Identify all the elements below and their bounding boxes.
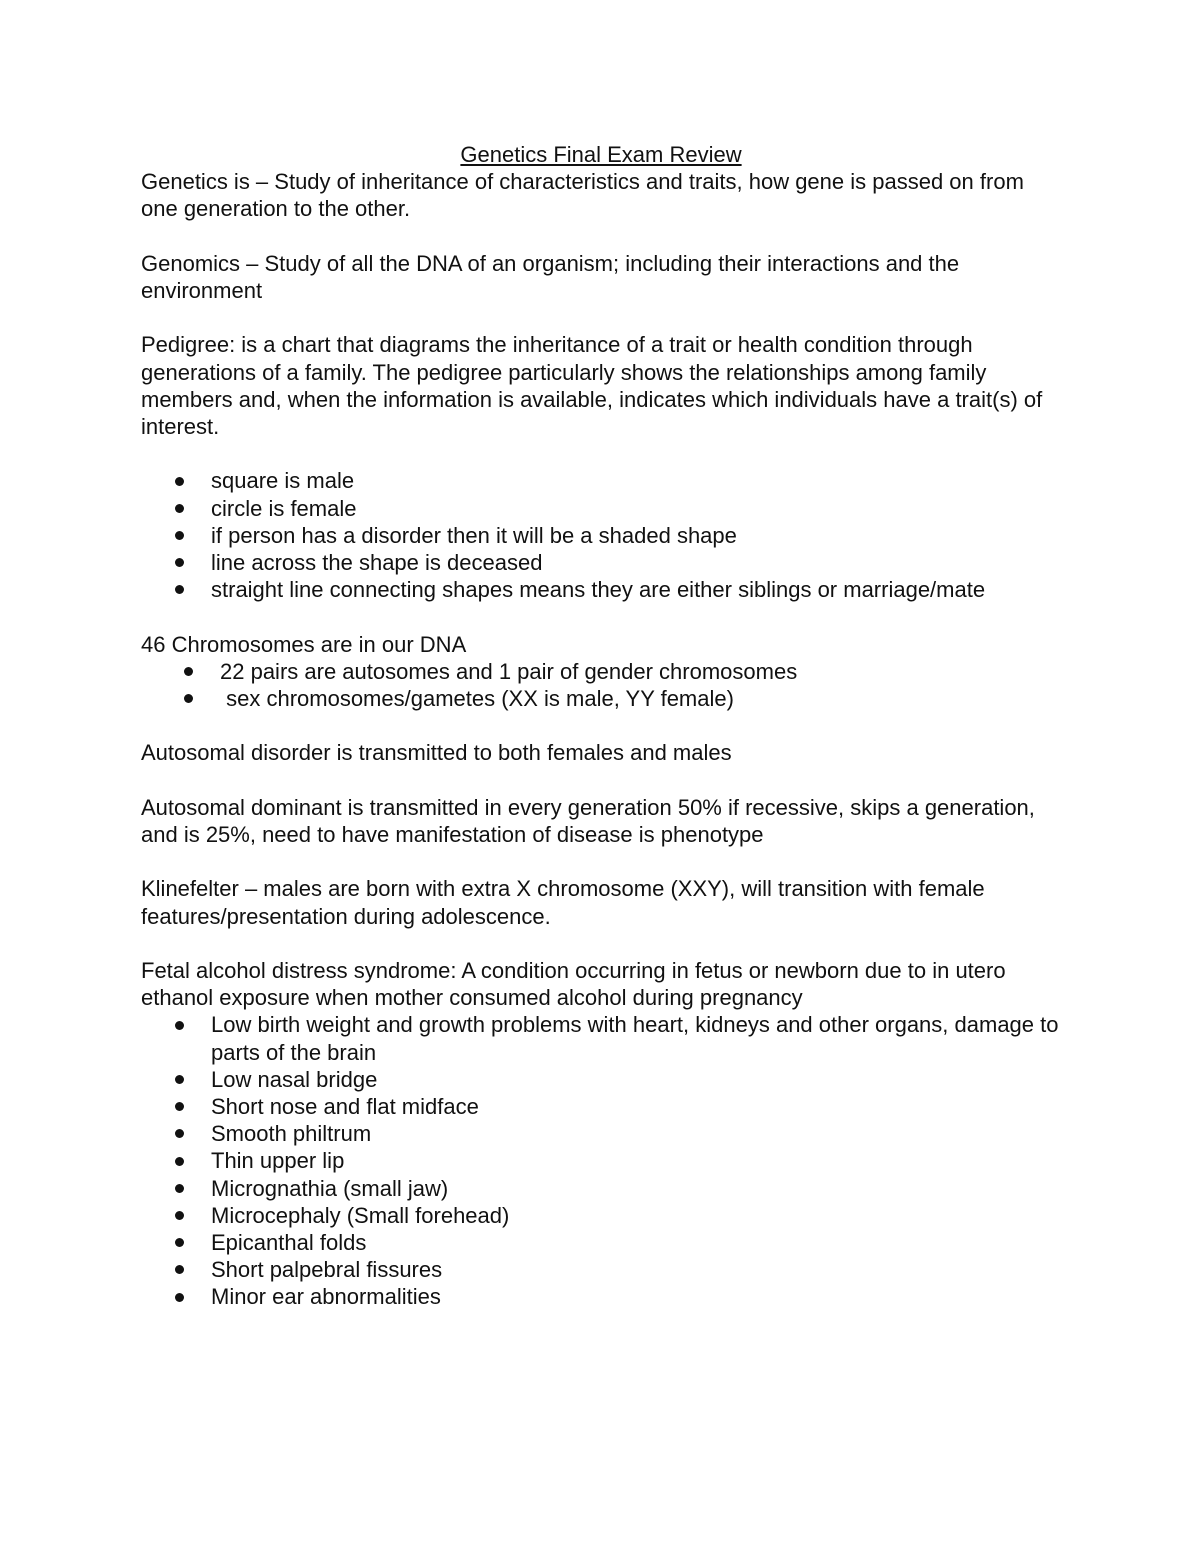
list-item-text: line across the shape is deceased [211, 550, 543, 575]
klinefelter: Klinefelter – males are born with extra X chromosome (XXY), will transition with female features/presentation during adolescence. [141, 876, 985, 929]
list-item-text: Short palpebral fissures [211, 1257, 443, 1283]
list-item [141, 1011, 1061, 1065]
autosomal-dominant: Autosomal dominant is transmitted in every generation 50% if recessive, skips a generation, and is 25%, need to have manifestation of disease is phenotype [141, 794, 1035, 847]
list-item-text: Low birth weight and growth problems with heart, kidneys and other organs, damage to parts of the brain [211, 1012, 1059, 1065]
spacer [141, 930, 1061, 957]
bullet-icon [183, 685, 193, 712]
list-item-text: sex chromosomes/gametes (XX is male, YY female) [220, 686, 734, 711]
bullet-icon [174, 549, 184, 576]
bullet-icon [174, 1147, 184, 1174]
list-item-text: square is male [211, 468, 355, 494]
bullet-icon [174, 1011, 184, 1038]
bullet-icon [174, 1066, 184, 1093]
list-item [141, 658, 1061, 685]
list-item-text: Low nasal bridge [211, 1066, 378, 1092]
autosomal-disorder: Autosomal disorder is transmitted to both females and males [141, 740, 732, 766]
bullet-icon [174, 1202, 184, 1229]
spacer [141, 304, 1061, 331]
list-item-text: Minor ear abnormalities [211, 1284, 441, 1310]
pedigree-bullet-list [141, 467, 1061, 603]
list-item-text: if person has a disorder then it will be a shaded shape [211, 522, 737, 548]
list-item [141, 549, 1061, 576]
bullet-icon [174, 1120, 184, 1147]
bullet-icon [174, 1256, 184, 1283]
list-item-text: circle is female [211, 495, 357, 521]
list-item [141, 576, 1061, 603]
list-item-text: Thin upper lip [211, 1148, 345, 1174]
bullet-icon [174, 1229, 184, 1256]
list-item [141, 1066, 1061, 1093]
list-item [141, 495, 1061, 522]
list-item [141, 1175, 1061, 1202]
list-item [141, 685, 1061, 712]
list-item [141, 522, 1061, 549]
list-item-text: 22 pairs are autosomes and 1 pair of gender chromosomes [220, 658, 798, 684]
spacer [141, 603, 1061, 630]
list-item-text: straight line connecting shapes means they are either siblings or marriage/mate [211, 577, 986, 603]
bullet-icon [174, 1175, 184, 1202]
pedigree-definition: Pedigree: is a chart that diagrams the inheritance of a trait or health condition through generations of a family. The pedigree particularly shows the relationships among family members and, when the information is available, indicates which individuals have a trait(s) of interest. [141, 332, 1043, 439]
list-item [141, 1147, 1061, 1174]
bullet-icon [174, 522, 184, 549]
bullet-icon [174, 467, 184, 494]
list-item [141, 1202, 1061, 1229]
spacer [141, 223, 1061, 250]
genetics-definition: Genetics is – Study of inheritance of characteristics and traits, how gene is passed on from one generation to the other. [141, 169, 1024, 222]
bullet-icon [174, 576, 184, 603]
bullet-icon [183, 658, 193, 685]
list-item-text: Epicanthal folds [211, 1230, 367, 1255]
list-item-text: Microcephaly (Small forehead) [211, 1202, 510, 1228]
bullet-icon [174, 1283, 184, 1310]
chromosome-bullet-list [141, 658, 1061, 712]
fetal-alcohol-bullet-list [141, 1011, 1061, 1310]
document-title: Genetics Final Exam Review [460, 142, 742, 167]
list-item [141, 1283, 1061, 1310]
list-item-text: Micrognathia (small jaw) [211, 1175, 449, 1201]
list-item-text: Smooth philtrum [211, 1121, 372, 1147]
list-item [141, 1120, 1061, 1147]
spacer [141, 440, 1061, 467]
list-item [141, 467, 1061, 494]
list-item [141, 1093, 1061, 1120]
spacer [141, 712, 1061, 739]
list-item [141, 1229, 1061, 1256]
list-item [141, 1256, 1061, 1283]
chromosomes-heading: 46 Chromosomes are in our DNA [141, 631, 467, 657]
spacer [141, 848, 1061, 875]
spacer [141, 767, 1061, 794]
bullet-icon [174, 495, 184, 522]
genomics-definition: Genomics – Study of all the DNA of an organism; including their interactions and the environment [141, 250, 960, 303]
document-content [141, 141, 1061, 1311]
list-item-text: Short nose and flat midface [211, 1093, 479, 1119]
fetal-alcohol-definition: Fetal alcohol distress syndrome: A condition occurring in fetus or newborn due to in utero ethanol exposure when mother consumed alcohol during pregnancy [141, 957, 1006, 1011]
bullet-icon [174, 1093, 184, 1120]
